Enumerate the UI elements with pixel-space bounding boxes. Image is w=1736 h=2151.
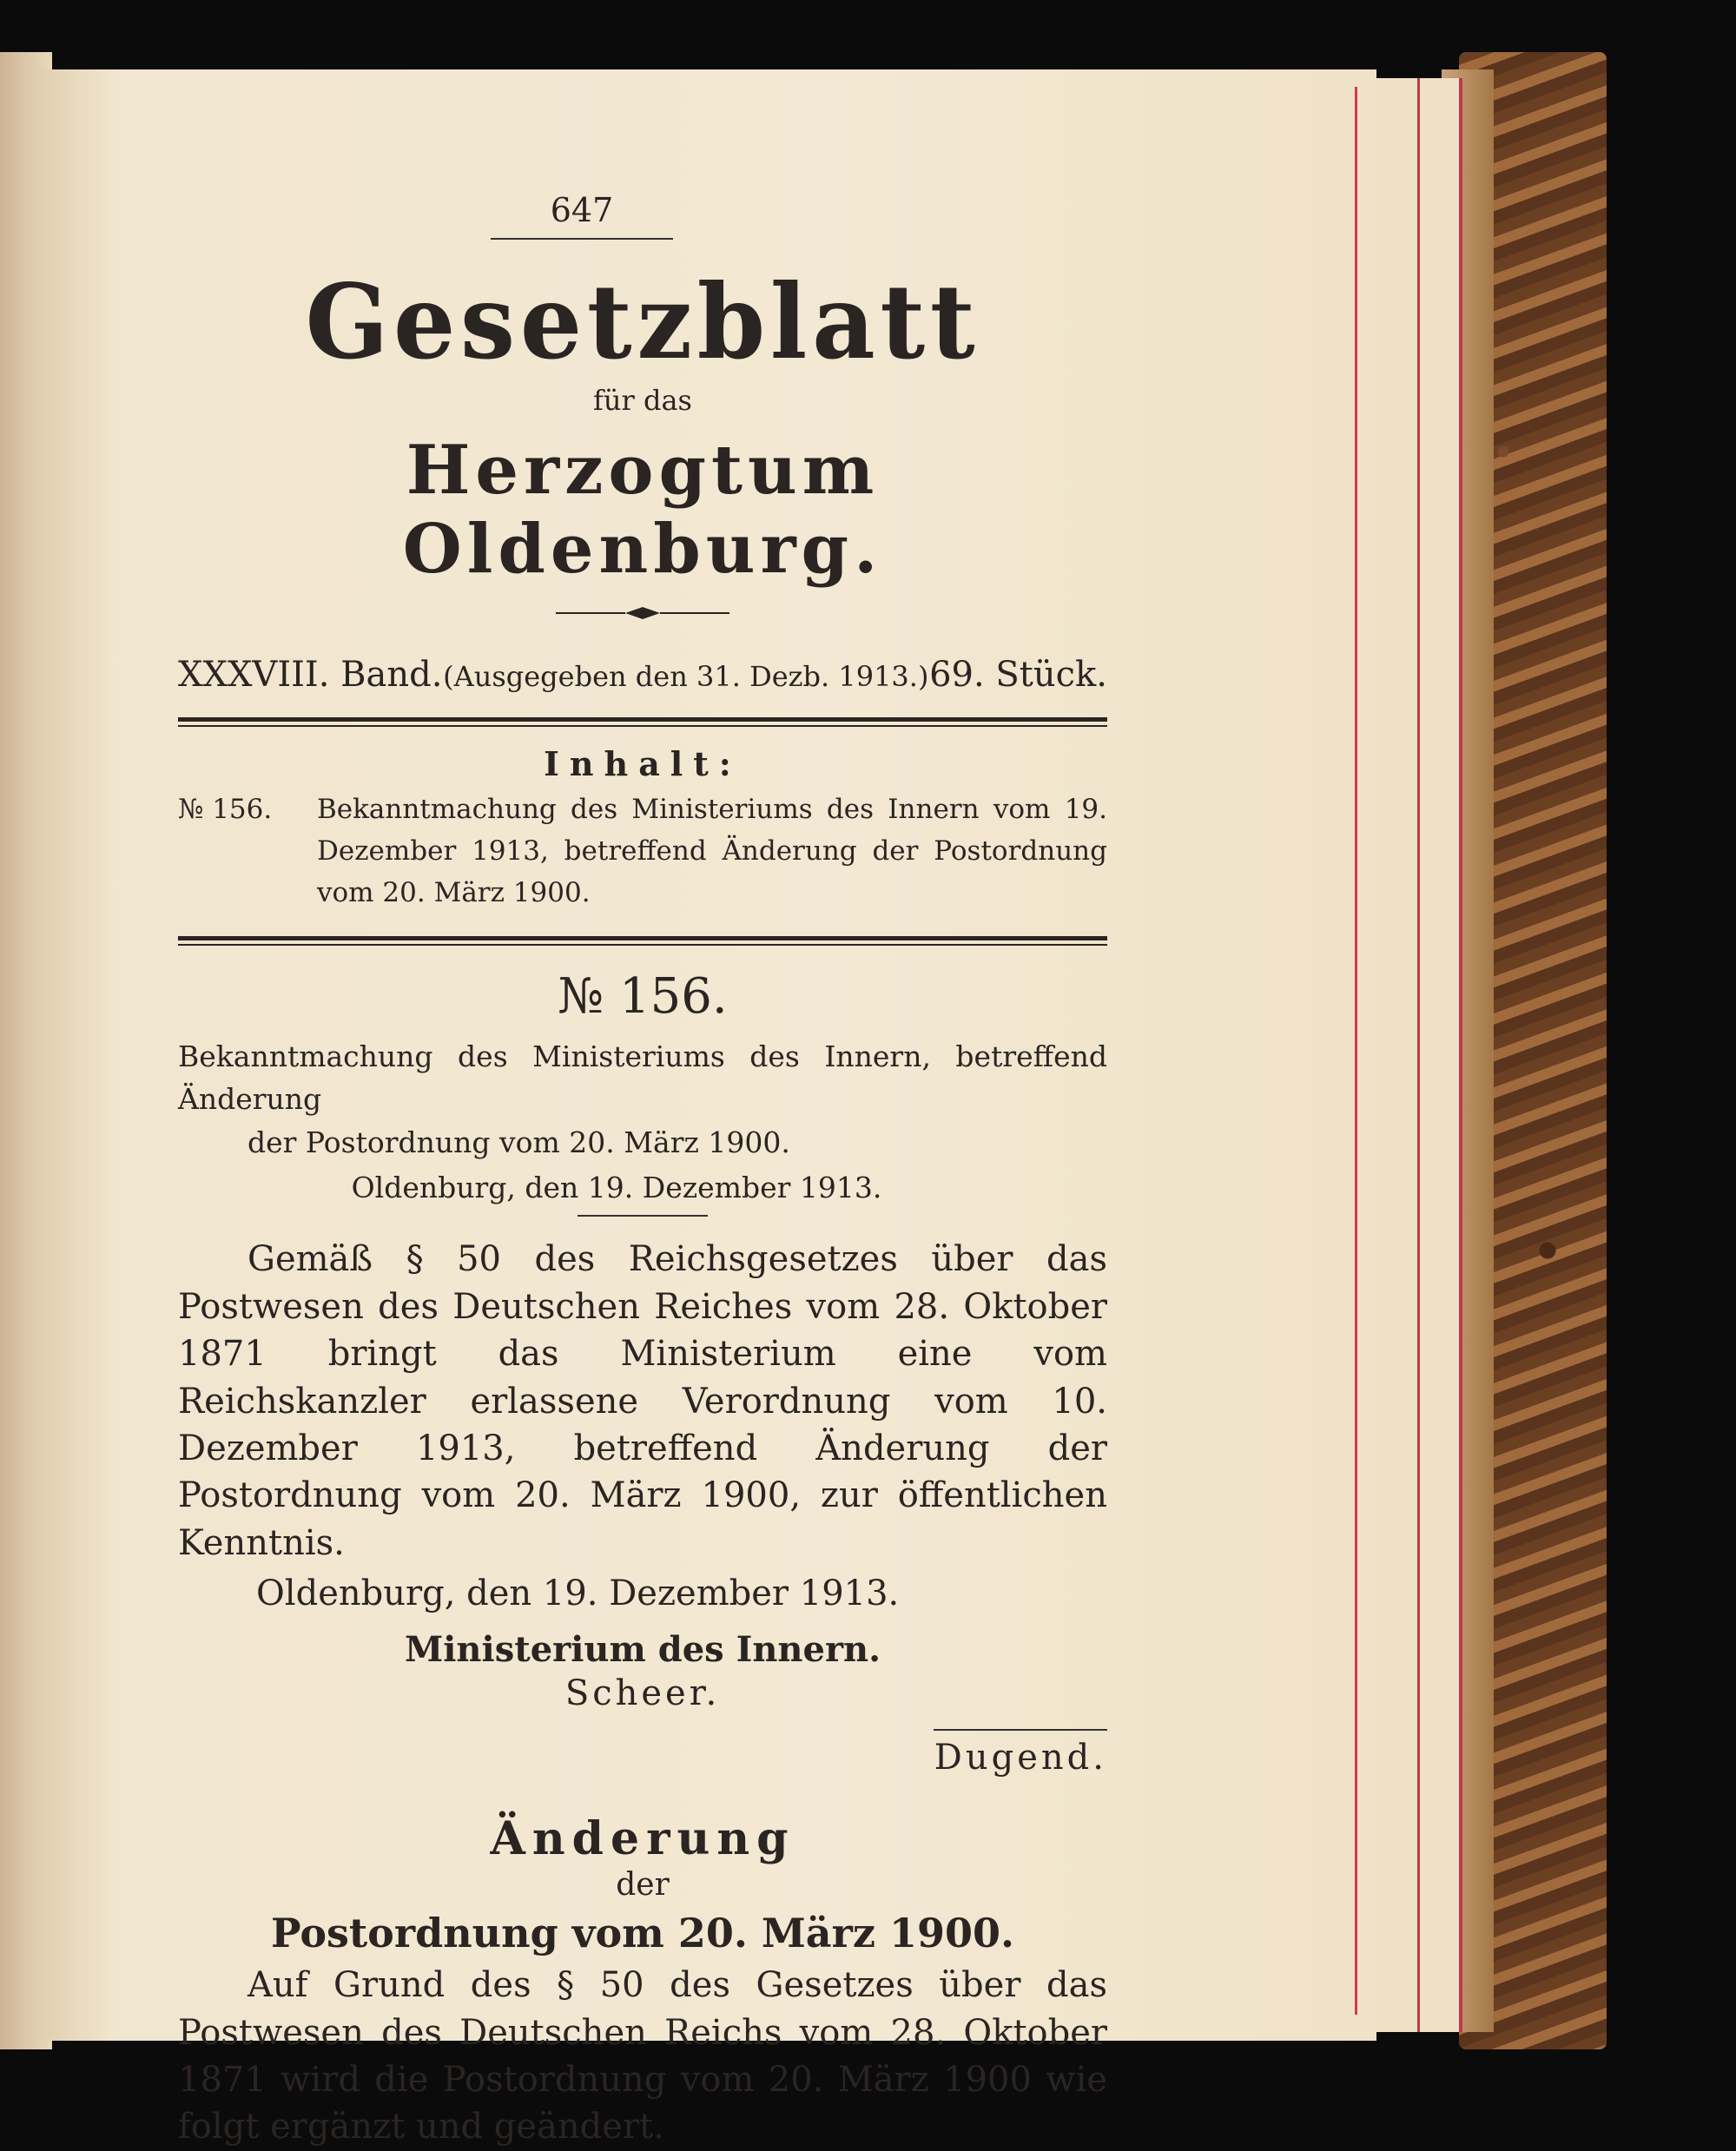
ornament-divider bbox=[556, 604, 729, 622]
toc-number: № 156. bbox=[178, 793, 273, 825]
red-edge-line bbox=[1355, 87, 1357, 2015]
issue-date: (Ausgegeben den 31. Dezb. 1913.) bbox=[443, 659, 929, 693]
notice-body-paragraph: Gemäß § 50 des Reichsgesetzes über das Postwesen des Deutschen Reiches vom 28. Oktober 1871 bringt das Ministerium eine vom Reichskanzler erlassene Verordnung vom 10. Dezember 1913, betreffend Änderung der Postordnung vom 20. März 1900, zur öffentlichen Kenntnis. bbox=[178, 1239, 1107, 1563]
ministry-name: Ministerium des Innern. bbox=[404, 1629, 881, 1671]
title-connector: für das bbox=[593, 383, 692, 417]
notice-lead-line2: der Postordnung vom 20. März 1900. bbox=[248, 1125, 790, 1159]
page-number-rule bbox=[491, 238, 673, 240]
toc-entry bbox=[178, 788, 1107, 914]
notice-lead bbox=[178, 1035, 1107, 1165]
publication-subtitle: Herzogtum Oldenburg. bbox=[402, 430, 883, 589]
publication-title: Gesetzblatt bbox=[305, 261, 980, 382]
signer-name: Scheer. bbox=[564, 1673, 721, 1714]
issue-line bbox=[178, 655, 1107, 695]
amendment-body-paragraph: Auf Grund des § 50 des Gesetzes über das Postwesen des Deutschen Reichs vom 28. Oktober 1871 wird die Postordnung vom 20. März 1900 wie folgt ergänzt und geändert. bbox=[178, 1965, 1107, 2148]
amendment-title: Änderung bbox=[490, 1812, 795, 1866]
volume-label: XXXVIII. Band. bbox=[178, 654, 443, 695]
countersigner-name: Dugend. bbox=[934, 1738, 1107, 1778]
amendment-body bbox=[178, 1962, 1107, 2151]
notice-number: № 156. bbox=[558, 967, 728, 1025]
page-number: 647 bbox=[550, 191, 614, 229]
notice-body bbox=[178, 1236, 1107, 1567]
contents-heading: Inhalt: bbox=[544, 743, 742, 783]
signature-date: Oldenburg, den 19. Dezember 1913. bbox=[256, 1574, 900, 1614]
page-content bbox=[178, 191, 1107, 2151]
notice-dateline: Oldenburg, den 19. Dezember 1913. bbox=[351, 1171, 882, 1205]
double-rule bbox=[178, 936, 1107, 946]
double-rule bbox=[178, 717, 1107, 727]
signature-rule bbox=[934, 1729, 1107, 1731]
issue-number: 69. Stück. bbox=[929, 654, 1107, 695]
amendment-connector: der bbox=[616, 1867, 670, 1904]
amendment-subject: Postordnung vom 20. März 1900. bbox=[270, 1910, 1015, 1957]
toc-text: Bekanntmachung des Ministeriums des Innern vom 19. Dezember 1913, betreffend Änderung der Postordnung vom 20. März 1900. bbox=[317, 793, 1107, 908]
short-rule bbox=[578, 1215, 708, 1217]
notice-lead-line1: Bekanntmachung des Ministeriums des Innern, betreffend Änderung bbox=[178, 1039, 1107, 1117]
